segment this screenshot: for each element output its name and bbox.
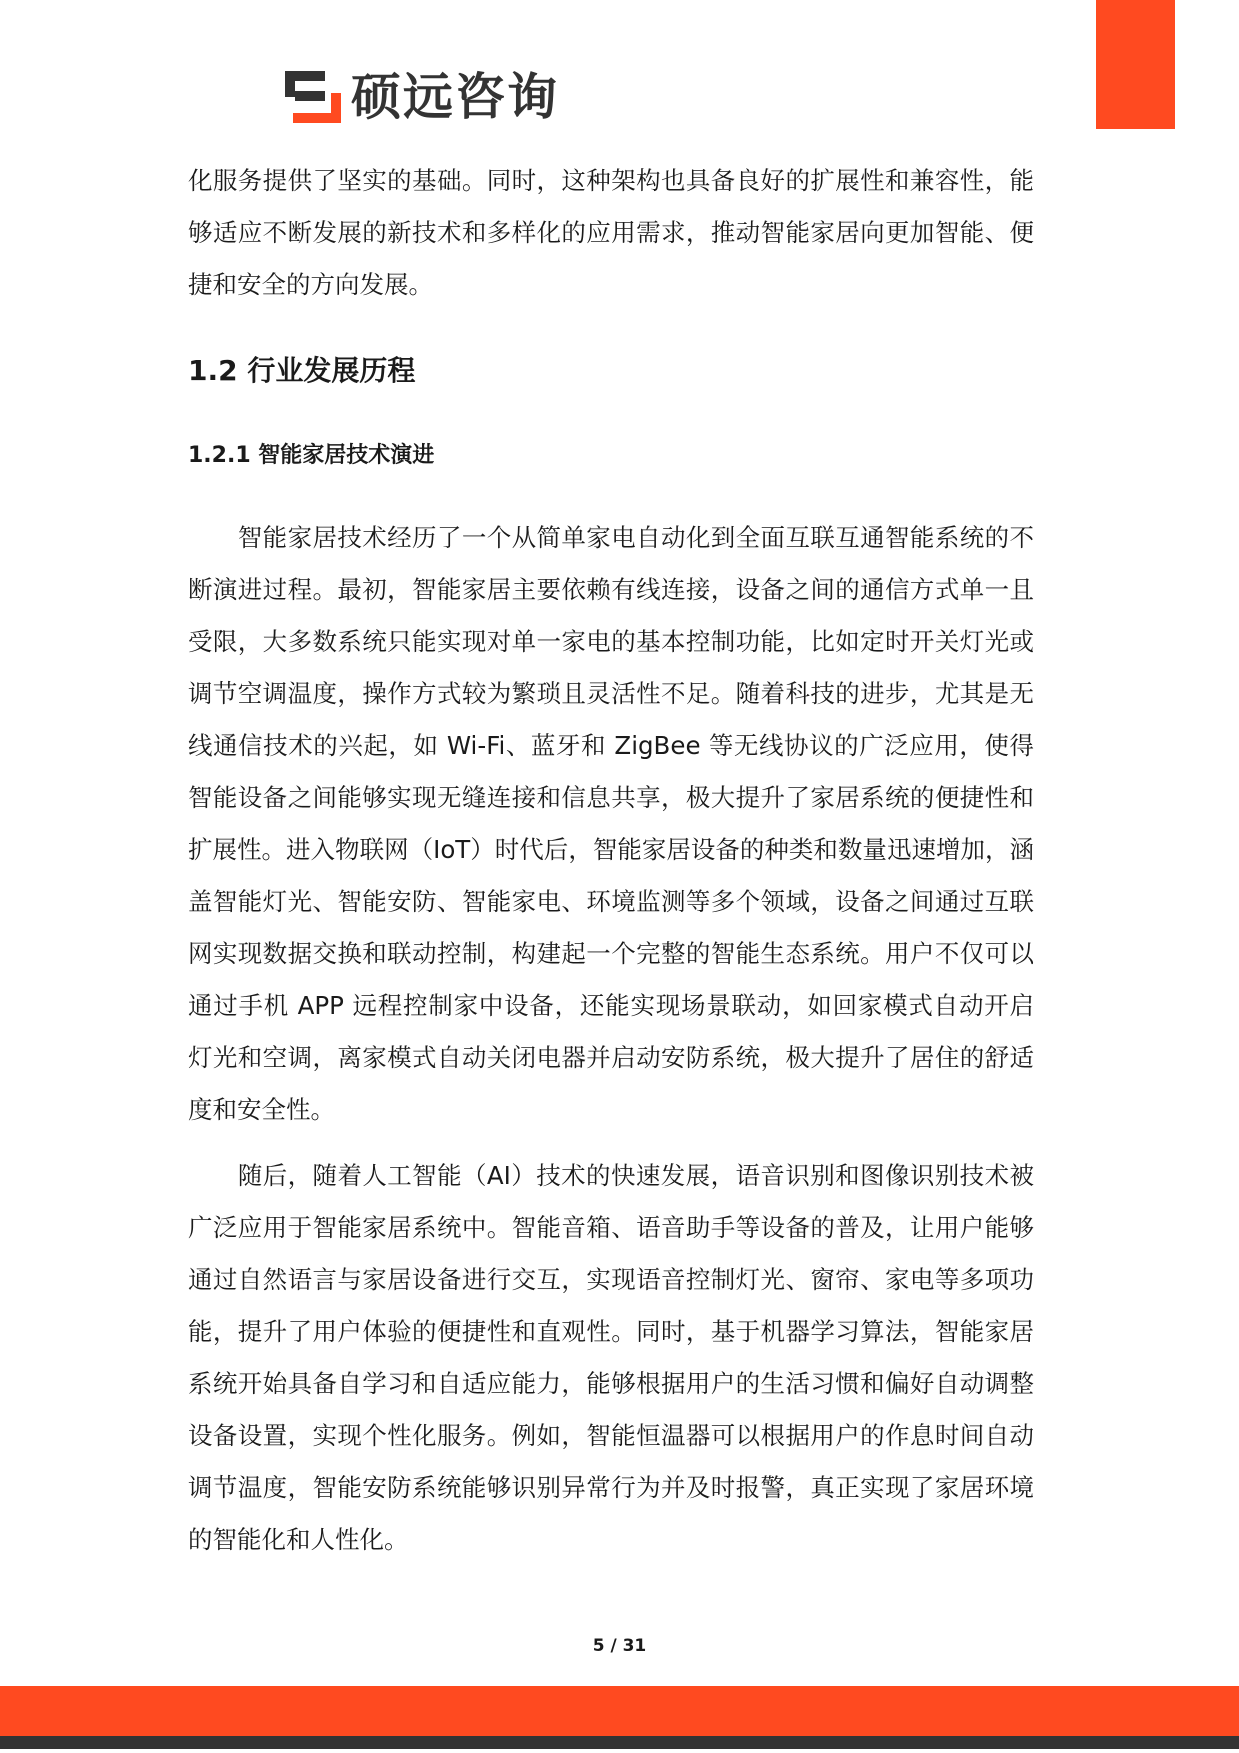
text-line: 智能家居技术经历了一个从简单家电自动化到全面互联互通智能系统的不: [188, 523, 1034, 552]
logo-text: 硕远咨询: [351, 68, 559, 126]
body-paragraph-2: [188, 1150, 1034, 1566]
text-line: 扩展性。进入物联网（IoT）时代后，智能家居设备的种类和数量迅速增加，涵: [188, 835, 1034, 864]
text-line: 智能设备之间能够实现无缝连接和信息共享，极大提升了家居系统的便捷性和: [188, 783, 1034, 812]
text-line: 调节温度，智能安防系统能够识别异常行为并及时报警，真正实现了家居环境: [188, 1473, 1034, 1502]
text-line: 能，提升了用户体验的便捷性和直观性。同时，基于机器学习算法，智能家居: [188, 1317, 1034, 1346]
subsection-heading: 1.2.1 智能家居技术演进: [188, 443, 435, 468]
text-line: 通过手机 APP 远程控制家中设备，还能实现场景联动，如回家模式自动开启: [188, 991, 1034, 1020]
text-line: 线通信技术的兴起，如 Wi-Fi、蓝牙和 ZigBee 等无线协议的广泛应用，使得: [188, 731, 1034, 760]
text-line: 广泛应用于智能家居系统中。智能音箱、语音助手等设备的普及，让用户能够: [188, 1213, 1034, 1242]
text-line: 系统开始具备自学习和自适应能力，能够根据用户的生活习惯和偏好自动调整: [188, 1369, 1034, 1398]
footer-accent-bar: [0, 1686, 1239, 1736]
body-paragraph-1: [188, 512, 1034, 1136]
footer-dark-bar: [0, 1736, 1239, 1749]
page-number: 5 / 31: [592, 1636, 647, 1656]
text-line: 灯光和空调，离家模式自动关闭电器并启动安防系统，极大提升了居住的舒适: [188, 1043, 1034, 1072]
text-line: 通过自然语言与家居设备进行交互，实现语音控制灯光、窗帘、家电等多项功: [188, 1265, 1034, 1294]
text-line: 随后，随着人工智能（AI）技术的快速发展，语音识别和图像识别技术被: [188, 1161, 1034, 1190]
section-heading: 1.2 行业发展历程: [188, 354, 416, 387]
text-line: 捷和安全的方向发展。: [188, 270, 433, 299]
text-line: 盖智能灯光、智能安防、智能家电、环境监测等多个领域，设备之间通过互联: [188, 887, 1034, 916]
text-line: 断演进过程。最初，智能家居主要依赖有线连接，设备之间的通信方式单一且: [188, 575, 1034, 604]
intro-paragraph: [188, 155, 1034, 311]
text-line: 的智能化和人性化。: [188, 1525, 409, 1554]
logo-mark-icon: [285, 71, 341, 123]
text-line: 化服务提供了坚实的基础。同时，这种架构也具备良好的扩展性和兼容性，能: [188, 166, 1034, 195]
text-line: 调节空调温度，操作方式较为繁琐且灵活性不足。随着科技的进步，尤其是无: [188, 679, 1034, 708]
company-logo: [285, 68, 559, 126]
text-line: 网实现数据交换和联动控制，构建起一个完整的智能生态系统。用户不仅可以: [188, 939, 1034, 968]
corner-accent-bar: [1096, 0, 1175, 129]
text-line: 受限，大多数系统只能实现对单一家电的基本控制功能，比如定时开关灯光或: [188, 627, 1034, 656]
text-line: 度和安全性。: [188, 1095, 335, 1124]
text-line: 设备设置，实现个性化服务。例如，智能恒温器可以根据用户的作息时间自动: [188, 1421, 1034, 1450]
text-line: 够适应不断发展的新技术和多样化的应用需求，推动智能家居向更加智能、便: [188, 218, 1034, 247]
